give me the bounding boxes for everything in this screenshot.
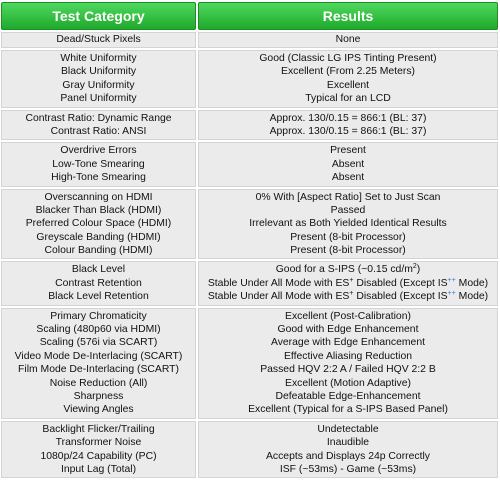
- category-cell: [1, 142, 196, 186]
- result-value: Present (8-bit Processor): [290, 245, 406, 257]
- category-label: Black Uniformity: [60, 66, 137, 78]
- result-value: Accepts and Displays 24p Correctly: [265, 450, 430, 462]
- result-text: Mode): [455, 277, 489, 289]
- category-label: Overscanning on HDMI: [44, 191, 153, 203]
- result-value: ISF (~53ms) - Game (~53ms): [279, 463, 417, 475]
- result-value: Excellent: [326, 79, 370, 91]
- result-text: Disabled (Except IS: [353, 291, 448, 303]
- category-label: Contrast Ratio: Dynamic Range: [25, 112, 172, 124]
- category-label: Preferred Colour Space (HDMI): [25, 218, 172, 230]
- result-value: Absent: [331, 158, 365, 170]
- result-value: Average with Edge Enhancement: [270, 337, 426, 349]
- category-cell: [1, 421, 196, 479]
- superscript: ++: [447, 276, 456, 284]
- result-value: None: [335, 34, 361, 45]
- result-cell: [198, 50, 498, 108]
- result-value: Excellent (Motion Adaptive): [285, 377, 411, 389]
- result-cell: [198, 32, 498, 48]
- result-cell: [198, 261, 498, 305]
- result-value: Approx. 130/0.15 = 866:1 (BL: 37): [269, 112, 427, 124]
- result-value: Passed: [330, 204, 366, 216]
- result-cell: [198, 189, 498, 260]
- category-label: Viewing Angles: [63, 404, 134, 416]
- result-text: Disabled (Except IS: [353, 277, 448, 289]
- category-label: Colour Banding (HDMI): [44, 245, 153, 257]
- row-group: [1, 142, 498, 186]
- result-value: Effective Aliasing Reduction: [283, 350, 413, 362]
- result-cell: [198, 308, 498, 419]
- category-label: White Uniformity: [60, 53, 137, 64]
- category-label: Gray Uniformity: [62, 79, 135, 91]
- category-label: Backlight Flicker/Trailing: [42, 423, 155, 435]
- category-label: Sharpness: [73, 390, 124, 402]
- category-label: Primary Chromaticity: [50, 310, 147, 322]
- table-header: [1, 2, 498, 30]
- row-group: [1, 189, 498, 260]
- result-text: ): [416, 264, 421, 276]
- category-label: Contrast Retention: [55, 277, 142, 289]
- result-cell: [198, 421, 498, 479]
- category-cell: [1, 50, 196, 108]
- row-group: [1, 261, 498, 305]
- category-cell: [1, 189, 196, 260]
- category-label: Scaling (480p60 via HDMI): [36, 324, 161, 336]
- row-group: [1, 32, 498, 48]
- superscript: +: [349, 276, 354, 284]
- result-text: Stable Under All Mode with ES: [207, 291, 350, 303]
- result-text: Stable Under All Mode with ES: [207, 277, 350, 289]
- row-group: [1, 110, 498, 141]
- result-value: Excellent (From 2.25 Meters): [281, 66, 415, 78]
- result-value: Good with Edge Enhancement: [277, 324, 419, 336]
- category-cell: [1, 110, 196, 141]
- category-label: Panel Uniformity: [60, 93, 137, 105]
- category-label: High-Tone Smearing: [51, 172, 146, 184]
- superscript: 2: [412, 263, 417, 271]
- result-value: Approx. 130/0.15 = 866:1 (BL: 37): [269, 125, 427, 137]
- result-value: Excellent (Typical for a S-IPS Based Panel): [248, 404, 448, 416]
- superscript: +: [349, 290, 354, 298]
- result-value: Irrelevant as Both Yielded Identical Results: [249, 218, 447, 230]
- category-label: Scaling (576i via SCART): [39, 337, 158, 349]
- category-label: Blacker Than Black (HDMI): [35, 204, 162, 216]
- result-value: Excellent (Post-Calibration): [285, 310, 411, 322]
- result-cell: [198, 110, 498, 141]
- category-cell: [1, 308, 196, 419]
- category-label: Input Lag (Total): [60, 463, 137, 475]
- result-value: 0% With [Aspect Ratio] Set to Just Scan: [255, 191, 441, 203]
- category-label: Black Level Retention: [48, 291, 149, 303]
- superscript: ++: [447, 290, 456, 298]
- result-value: [199, 277, 497, 290]
- result-value: Passed HQV 2:2 A / Failed HQV 2:2 B: [260, 364, 436, 376]
- result-value: Good (Classic LG IPS Tinting Present): [259, 53, 437, 64]
- row-group: [1, 50, 498, 108]
- result-value: Absent: [331, 172, 365, 184]
- category-label: Low-Tone Smearing: [52, 158, 145, 170]
- result-value: Present (8-bit Processor): [290, 231, 406, 243]
- category-label: Greyscale Banding (HDMI): [36, 231, 161, 243]
- table-body: [1, 32, 498, 478]
- result-value: Defeatable Edge-Enhancement: [275, 390, 421, 402]
- result-value: Undetectable: [317, 423, 379, 435]
- result-value: Present: [330, 145, 366, 157]
- row-group: [1, 308, 498, 419]
- category-label: Noise Reduction (All): [49, 377, 148, 389]
- category-label: Dead/Stuck Pixels: [56, 34, 141, 45]
- row-group: [1, 421, 498, 479]
- category-label: 1080p/24 Capability (PC): [40, 450, 157, 462]
- result-value: Typical for an LCD: [305, 93, 391, 105]
- header-results: Results: [198, 2, 498, 30]
- result-value: [199, 290, 497, 303]
- category-label: Contrast Ratio: ANSI: [50, 125, 147, 137]
- category-cell: [1, 261, 196, 305]
- result-value: Inaudible: [326, 437, 370, 449]
- category-label: Overdrive Errors: [60, 145, 137, 157]
- category-label: Film Mode De-Interlacing (SCART): [18, 364, 179, 376]
- result-cell: [198, 142, 498, 186]
- result-text: Mode): [455, 291, 489, 303]
- results-table: [1, 2, 498, 492]
- category-cell: [1, 32, 196, 48]
- result-value: [199, 263, 497, 276]
- category-label: Video Mode De-Interlacing (SCART): [14, 350, 183, 362]
- header-test-category: Test Category: [1, 2, 196, 30]
- category-label: Black Level: [71, 264, 126, 276]
- result-text: Good for a S-IPS (~0.15 cd/m: [275, 264, 413, 276]
- category-label: Transformer Noise: [55, 437, 142, 449]
